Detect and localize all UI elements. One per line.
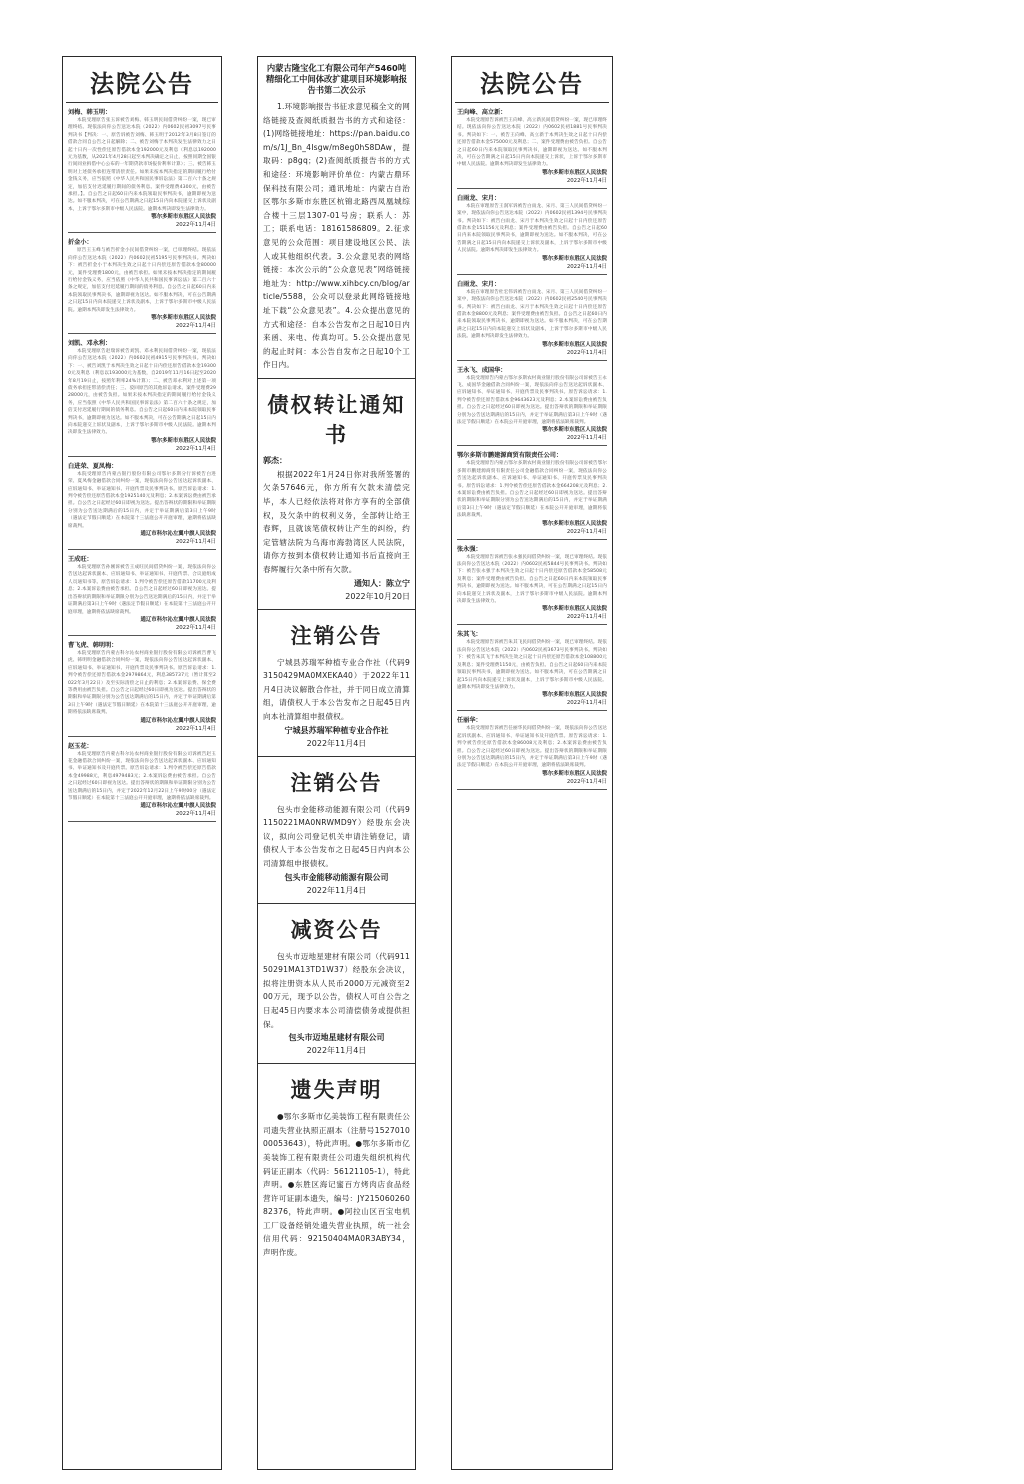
- cancel-notice-2-date: 2022年11月4日: [306, 885, 367, 895]
- notice-body: 本院受理原告诉被告朱其飞民间借贷纠纷一案，现已审理终结。现依法向你公告送达本院（2022）内0602民初3673号民事判决书。判决如下：被告朱其飞于本判决生效之日起十日内偿还原告借款本金108800元及利息；案件受理费1150元，由被告负担。自公告之日起60日内来本院领取民事判决书，逾期即视为送达。如不服本判决，可在公告期满之日起15日内向本院递交上诉状及副本，上诉于鄂尔多斯市中级人民法院。逾期本判决即发生法律效力。: [457, 640, 607, 690]
- notice-addressee: 鄂尔多斯市鹏建源商贸有限责任公司：: [457, 452, 563, 460]
- court-notice: [457, 189, 607, 275]
- capital-reduction-heading: 减资公告: [290, 916, 383, 942]
- notice-body: 本院受理原告赵瑞诉被告刘凯、邓永利民间借贷纠纷一案，现依法向你公告送达本院（2022）内0602民初4915号民事判决书。判决如下：一、被告刘凯于本判决生效之日起十日内偿还原告借款本金193000元及利息（利息以193000元为基数，自2019年11月16日起至2020年8月19日止，按照年利率24%计算）；二、被告邓永利对上述第一项债务承担连带清偿责任；三、驳回原告的其他诉讼请求。案件受理费2928000元，由被告负担。如果未按本判决指定的期间履行给付金钱义务，应当依照《中华人民共和国民事诉讼法》第二百六十条之规定，加倍支付迟延履行期间的债务利息。自公告之日起60日内来本院领取民事判决书，逾期即视为送达。如不服本判决，可在公告期满之日起15日内向本院递交上诉状及副本，上诉于鄂尔多斯市中级人民法院。逾期本判决即发生法律效力。: [68, 348, 216, 436]
- notice-date: 2022年11月4日: [566, 528, 607, 535]
- notice-addressee: 刘凯、邓永利：: [68, 339, 112, 347]
- notice-addressee: 王永飞、成国华：: [457, 366, 507, 374]
- cancel-notice-2-heading: 注销公告: [290, 769, 383, 795]
- notice-court: 鄂尔多斯市东胜区人民法院: [542, 427, 607, 434]
- debt-transfer-heading: 债权转让通知书: [267, 391, 406, 447]
- env-notice-body: 1.环境影响报告书征求意见稿全文的网络链接及查阅纸质报告书的方式和途径：(1)网络链接地址：https://pan.baidu.com/s/1J_Bn_4Isgw/m8eg0hS8DAw，提取码：p8gq；(2)查阅纸质报告书的方式和途径：环境影响评价单位：内蒙古鼎环保科技有限公司；通讯地址：内蒙古自治区鄂尔多斯市东胜区杭锦北路西凤凰城综合楼十三层1307-01号房；联系人：苏工；联系电话：18161586809。2.征求意见的公众范围：项目建设地区公民、法人或其他组织代表。3.公众意见表的网络链接：本次公示的“公众意见表”网络链接地址为：http://www.xihbcy.cn/blog/article/5588，公众可以登录此网络链接地址下载“公众意见表”。4.公众提出意见的方式和途径：自本公告发布之日起10日内来函、来电、传真均可。5.公众提出意见的起止时间：本公告自发布之日起10个工作日内。: [263, 102, 410, 370]
- notice-date: 2022年11月4日: [175, 811, 216, 818]
- notice-court: 鄂尔多斯市东胜区人民法院: [151, 214, 216, 221]
- cancel-notice-1-body: 宁城县苏瑞军种植专业合作社（代码93150429MA0MXEKA40）于2022年11月4日决议解散合作社，并于同日成立清算组，请债权人于本公告发布之日起45日内向本社清算组申报债权。: [263, 657, 410, 721]
- capital-reduction-date: 2022年11月4日: [306, 1046, 367, 1056]
- cancel-notice-2-sign: 包头市金能移动能源有限公司: [284, 872, 389, 882]
- notice-court: 鄂尔多斯市东胜区人民法院: [542, 169, 607, 176]
- notice-court: 鄂尔多斯市东胜区人民法院: [542, 255, 607, 262]
- notice-body: 本院在审理原告杜宏伟诉被告白雨龙、宋月、第三人民间借贷纠纷一案中，现依法向你公告送达本院（2022）内0602民初2540号民事判决书。判决如下：被告白雨龙、宋月于本判决生效之日起十日内偿还原告借款本金8800元及利息；案件受理费由被告负担。自公告之日起60日内来本院领取民事判决书，逾期即视为送达。如不服本判决，可在公告期满之日起15日内向本院递交上诉状及副本，上诉于鄂尔多斯市中级人民法院。逾期本判决即发生法律效力。: [457, 289, 607, 340]
- middle-column: [257, 56, 416, 1470]
- notice-court: 通辽市科尔沁左翼中旗人民法院: [140, 717, 216, 724]
- notice-date: 2022年11月4日: [175, 725, 216, 732]
- notice-date: 2022年11月4日: [566, 614, 607, 621]
- notice-date: 2022年11月4日: [566, 349, 607, 356]
- notice-addressee: 任丽华：: [457, 717, 482, 725]
- court-notice: [68, 334, 216, 457]
- notice-date: 2022年11月4日: [566, 435, 607, 442]
- court-notice: [457, 711, 607, 789]
- notice-addressee: 折金小：: [68, 239, 93, 247]
- notice-addressee: 王向峰、高立新：: [457, 109, 507, 116]
- notice-body: 本院受理原告内蒙古银行股份有限公司鄂尔多斯分行诉被告白进荣、夏凤梅金融借款合同纠纷一案，现依法向你公告送达起诉状副本、应诉通知书、举证通知书、开庭传票及民事判决书。原告诉讼请求：1.判令被告偿还原告借款本金1925140元及利息；2.本案诉讼费由被告承担。自公告之日起经过60日即视为送达。提出答辩状的期限和举证期限分别为公告送达期满后的15日内，并定于举证期满后第3日上午9时（遇法定节假日顺延）在本院第十三法庭公开开庭审理，逾期将依法缺席裁判。: [68, 471, 216, 529]
- court-notice: [68, 103, 216, 233]
- notice-body: 本院受理原告张玉诉被告刘梅、韩玉明民间借贷纠纷一案，现已审理终结。现依法向你公告送达本院（2022）内0602民初3097号民事判决书【判决：一、原告诉被告刘梅、韩玉明于2012年3月8日签订的借款合同自公告之日起解除；二、被告刘梅于本判决发生法律效力之日起十日内一次性偿还原告借款本金192000元及利息（利息以192000元为基数，从2021年4月28日起至本判决确定之日止，按照同期全国银行间同业拆借中心公布的一年期贷款市场报价利率计算）；三、被告韩玉明对上述债务承担连带清偿责任。如果未按本判决指定的期间履行给付金钱义务，应当依照《中华人民共和国民事诉讼法》第二百六十条之规定，加倍支付迟延履行期间的债务利息。案件受理费4300元，由被告承担。】。自公告之日起60日内来本院领取民事判决书，逾期即视为送达。如不服本判决，可在公告期满之日起15日内向本院递交上诉状及副本，上诉于鄂尔多斯市中级人民法院。逾期本判决即发生法律效力。: [68, 118, 216, 212]
- right-notice-list: [452, 103, 612, 790]
- notice-addressee: 曹飞虎、韩明明：: [68, 641, 118, 649]
- notice-court: 鄂尔多斯市东胜区人民法院: [542, 770, 607, 777]
- left-column: [62, 56, 222, 1470]
- notice-date: 2022年11月4日: [566, 700, 607, 707]
- debt-transfer-body: 根据2022年1月24日你对我所签署的欠条57646元，你方所有欠款未清偿完毕，本人已经依法将对你方享有的全部债权，及欠条中的权利义务，全部转让给王春辉，且就该笔债权转让产生的纠纷，约定管辖法院为乌海市海勃湾区人民法院，请你方按到本债权转让通知书后直接向王春辉履行欠条中所有欠款。: [263, 469, 410, 575]
- notice-court: 鄂尔多斯市东胜区人民法院: [542, 520, 607, 527]
- notice-body: 本院受理原告诉被告王向峰、高立新民间借贷纠纷一案，现已审理终结。现依法向你公告送达本院（2022）内0602民初1881号民事判决书。判决如下：一、被告王向峰、高立新于本判决生效之日起十日内偿还原告借款本金575000元及利息；二、案件受理费由被告负担。自公告之日起60日内来本院领取民事判决书，逾期即视为送达。如不服本判决，可在公告期满之日起15日内向本院递交上诉状，上诉于鄂尔多斯市中级人民法院。逾期本判决即发生法律效力。: [457, 118, 607, 168]
- court-notice: [457, 540, 607, 626]
- court-notice-title-right: 法院公告: [455, 57, 609, 103]
- notice-date: 2022年11月4日: [566, 263, 607, 270]
- notice-body: 本院受理原告内蒙古科尔沁农村商业银行股份有限公司诉被告曹飞虎、韩明明金融借款合同纠纷一案，现依法向你公告送达起诉状副本、应诉通知书、举证通知书、开庭传票及民事判决书。原告诉讼请求：1.判令被告偿还原告借款本金2979864元，利息385737元（暂计算至2022年3月22日）及至实际清偿之日止的利息；2.本案诉讼费、保全费等费用由被告负担。自公告之日起经过60日即视为送达。提出答辩状的期限和举证期限分别为公告送达期满后的15日内，并定于举证期满后第3日上午9时（遇法定节假日顺延）在本院第十三法庭公开开庭审理，逾期将依法缺席裁判。: [68, 650, 216, 716]
- notice-addressee: 白雨龙、宋月：: [457, 280, 501, 288]
- debt-transfer-sign: 通知人：陈立宁: [354, 578, 410, 588]
- notice-date: 2022年11月4日: [175, 222, 216, 229]
- left-notice-list: [63, 103, 221, 822]
- notice-addressee: 张永强：: [457, 545, 482, 553]
- debt-transfer-notice: [258, 379, 415, 610]
- notice-court: 通辽市科尔沁左翼中旗人民法院: [140, 616, 216, 623]
- lost-statement-body: ●鄂尔多斯市亿美装饰工程有限责任公司遗失营业执照正副本（注册号152701000053643），特此声明。●鄂尔多斯市亿美装饰工程有限责任公司遗失组织机构代码证正副本（代码：56121105-1），特此声明。●东胜区海记蜜百方烤肉店食品经营许可证副本遗失，编号：JY21506026082376，特此声明。●阿拉山区百宝电机工厂设备经销处遗失营业执照，统一社会信用代码：92150404MA0R3ABY34，声明作废。: [263, 1112, 410, 1258]
- notice-body: 本院受理原告诉被告张永强民间借贷纠纷一案，现已审理终结。现依法向你公告送达本院（2022）内0602民初5844号民事判决书。判决如下：被告张永强于本判决生效之日起十日内偿还原告借款本金58508元及利息；案件受理费由被告负担。自公告之日起60日内来本院领取民事判决书，逾期即视为送达。如不服本判决，可在公告期满之日起15日内向本院递交上诉状及副本，上诉于鄂尔多斯市中级人民法院。逾期本判决即发生法律效力。: [457, 554, 607, 605]
- notice-body: 本院受理原告内蒙古科尔沁农村商业银行股份有限公司诉被告赵玉花金融借款合同纠纷一案，现依法向你公告送达起诉状副本、应诉通知书、举证通知书及开庭传票。原告诉讼请求：1.判令被告偿还原告借款本金49988元，利息4979483元；2.本案诉讼费由被告承担。自公告之日起经过60日即视为送达。提出答辩状的期限和举证期限分别为公告送达期满后的15日内，并定于2022年12月22日上午9时00分（遇法定节假日顺延）在本院第十三法庭公开开庭审理，逾期将依法缺席裁判。: [68, 751, 216, 801]
- cancel-notice-2: [258, 757, 415, 904]
- right-column: [451, 56, 613, 1470]
- court-notice: [457, 446, 607, 539]
- court-notice: [457, 275, 607, 361]
- notice-addressee: 王成旺：: [68, 556, 93, 564]
- notice-court: 鄂尔多斯市东胜区人民法院: [542, 606, 607, 613]
- notice-date: 2022年11月4日: [566, 778, 607, 785]
- notice-divider: [457, 789, 607, 790]
- notice-court: 通辽市科尔沁左翼中旗人民法院: [140, 803, 216, 810]
- court-notice: [68, 457, 216, 550]
- notice-date: 2022年11月4日: [175, 624, 216, 631]
- court-notice: [457, 361, 607, 447]
- notice-body: 本院受理原告内蒙古鄂尔多斯农村商业银行股份有限公司诉被告王永飞、成国华金融借款合同纠纷一案，现依法向你公告送达起诉状副本、应诉通知书、举证通知书、开庭传票及民事判决书。原告诉讼请求：1.判令被告偿还原告借款本金9643623元及利息；2.本案诉讼费由被告负担。自公告之日起经过60日即视为送达。提出答辩状的期限和举证期限分别为公告送达期满后的15日内，并定于举证期满后第3日上午9时（遇法定节假日顺延）在本院公开开庭审理，逾期将依法缺席裁判。: [457, 375, 607, 425]
- notice-body: 本院受理原告诉被告任丽华民间借贷纠纷一案，现依法向你公告送达起诉状副本、应诉通知书、举证通知书及开庭传票。原告诉讼请求：1.判令被告偿还原告借款本金86008元及利息；2.本案诉讼费由被告负担。自公告之日起经过60日即视为送达。提出答辩状的期限和举证期限分别为公告送达期满后的15日内，并定于举证期满后第3日上午9时（遇法定节假日顺延）在本院公开开庭审理，逾期将依法缺席裁判。: [457, 726, 607, 769]
- lost-statement-heading: 遗失声明: [290, 1077, 383, 1103]
- notice-date: 2022年11月4日: [175, 539, 216, 546]
- notice-court: 鄂尔多斯市东胜区人民法院: [542, 341, 607, 348]
- capital-reduction-body: 包头市迈地星建材有限公司（代码91150291MA13TD1W37）经股东会决议，拟将注册资本从人民币2000万元减资至200万元，现予以公告，债权人可自公告之日起45日内要求本公司清偿债务或提供担保。: [263, 951, 410, 1029]
- notice-addressee: 白进荣、夏凤梅：: [68, 462, 118, 470]
- notice-court: 鄂尔多斯市东胜区人民法院: [151, 314, 216, 321]
- notice-addressee: 朱其飞：: [457, 631, 482, 639]
- notice-date: 2022年11月4日: [175, 322, 216, 329]
- lost-statement: [258, 1064, 415, 1266]
- debt-transfer-date: 2022年10月20日: [345, 591, 410, 601]
- cancel-notice-1-date: 2022年11月4日: [306, 738, 367, 748]
- notice-body: 本院受理原告孙刚诉被告王成旺民间借贷纠纷一案，现依法向你公告送达起诉状副本、应诉通知书、举证通知书、开庭传票、合议庭组成人员通知书等。原告诉讼请求：1.判令被告偿还原告借款11700元及利息；2.本案诉讼费由被告承担。自公告之日起经过60日即视为送达。提出答辩状的期限和举证期限分别为公告送达期满后的15日内，并定于举证期满后第3日上午9时（遇法定节假日顺延）在本院第十三法庭公开开庭审理，逾期将依法缺席裁判。: [68, 565, 216, 615]
- cancel-notice-2-body: 包头市金能移动能源有限公司（代码91150221MA0NRWMD9Y）经股东会决议，拟向公司登记机关申请注销登记，请债权人于本公告发布之日起45日内向本公司清算组申报债权。: [263, 804, 410, 868]
- notice-date: 2022年11月4日: [566, 177, 607, 184]
- notice-divider: [68, 821, 216, 822]
- env-notice: [258, 57, 415, 379]
- court-notice: [68, 233, 216, 334]
- notice-body: 原告王玉峰与被告折金小民间借贷纠纷一案，已审理终结。现依法向你公告送达本院（2022）内0602民初5195号民事判决书。判决如下：被告折金小于本判决生效之日起十日内偿还原告借款本金80000元，案件受理费1800元，由被告承担。如果未按本判决指定的期间履行给付金钱义务，应当依照《中华人民共和国民事诉讼法》第二百六十条之规定，加倍支付迟延履行期间的债务利息。自公告之日起60日内来本院领取民事判决书，逾期即视为送达。如不服本判决，可在公告期满之日起15日内向本院递交上诉状及副本，上诉于鄂尔多斯市中级人民法院。逾期本判决即发生法律效力。: [68, 248, 216, 313]
- notice-body: 本院在审理原告王润军诉被告白雨龙、宋月、第三人民间借贷纠纷一案中，现依法向你公告送达本院（2022）内0602民初1394号民事判决书。判决如下：被告白雨龙、宋月于本判决生效之日起十日内偿还原告借款本金151156元及利息；案件受理费由被告负担。自公告之日起60日内来本院领取民事判决书，逾期即视为送达。如不服本判决，可在公告期满之日起15日内向本院递交上诉状及副本，上诉于鄂尔多斯市中级人民法院。逾期本判决即发生法律效力。: [457, 203, 607, 254]
- court-notice-title-left: 法院公告: [66, 57, 218, 103]
- court-notice: [457, 103, 607, 189]
- debt-transfer-addressee: 郭杰：: [263, 455, 287, 465]
- notice-court: 鄂尔多斯市东胜区人民法院: [542, 692, 607, 699]
- capital-reduction-sign: 包头市迈地星建材有限公司: [288, 1033, 385, 1043]
- notice-date: 2022年11月4日: [175, 445, 216, 452]
- notice-court: 鄂尔多斯市东胜区人民法院: [151, 437, 216, 444]
- capital-reduction-notice: [258, 904, 415, 1065]
- notice-addressee: 刘梅、韩玉明：: [68, 109, 112, 116]
- court-notice: [457, 625, 607, 711]
- court-notice: [68, 636, 216, 737]
- cancel-notice-1: [258, 610, 415, 757]
- notice-court: 通辽市科尔沁左翼中旗人民法院: [140, 531, 216, 538]
- cancel-notice-1-sign: 宁城县苏瑞军种植专业合作社: [284, 725, 389, 735]
- env-notice-title: 内蒙古隆宝化工有限公司年产5460吨精细化工中间体改扩建项目环境影响报告书第二次公示: [265, 63, 408, 95]
- notice-addressee: 白雨龙、宋月：: [457, 194, 501, 202]
- cancel-notice-1-heading: 注销公告: [290, 622, 383, 648]
- notice-body: 本院受理原告内蒙古鄂尔多斯农村商业银行股份有限公司诉被告鄂尔多斯市鹏建源商贸有限责任公司金融借款合同纠纷一案，现依法向你公告送达起诉状副本、应诉通知书、举证通知书、开庭传票及民事判决书。原告诉讼请求：1.判令被告偿还原告借款本金664208元及利息；2.本案诉讼费由被告负担。自公告之日起经过60日即视为送达。提出答辩状的期限和举证期限分别为公告送达期满后的15日内，并定于举证期满后第3日上午9时（遇法定节假日顺延）在本院公开开庭审理，逾期将依法缺席裁判。: [457, 461, 607, 519]
- court-notice: [68, 550, 216, 636]
- court-notice: [68, 737, 216, 823]
- notice-addressee: 赵玉花：: [68, 742, 93, 750]
